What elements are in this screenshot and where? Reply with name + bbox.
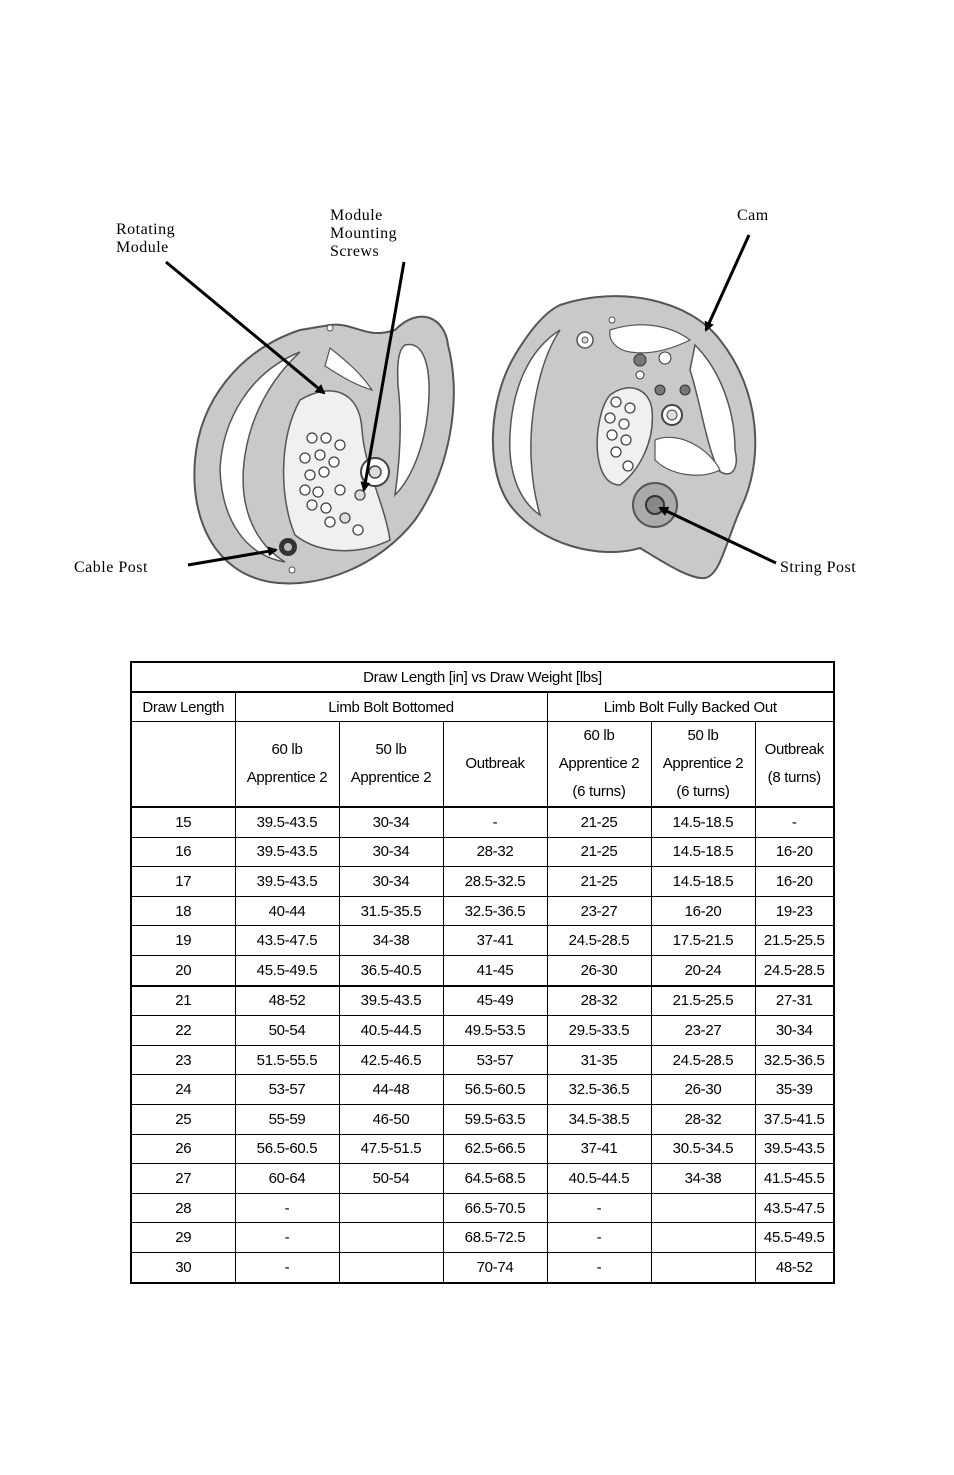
draw-weight-cell: -	[547, 1252, 651, 1282]
string-post-label: String Post	[780, 559, 857, 576]
cam-diagram	[0, 0, 954, 640]
column-subheader	[131, 722, 235, 808]
cable-post-label: Cable Post	[74, 559, 148, 576]
draw-weight-cell: 31-35	[547, 1045, 651, 1075]
draw-weight-cell: 55-59	[235, 1104, 339, 1134]
draw-weight-cell: 59.5-63.5	[443, 1104, 547, 1134]
draw-weight-cell: 14.5-18.5	[651, 807, 755, 837]
draw-length-cell: 16	[131, 837, 235, 867]
draw-weight-cell	[651, 1223, 755, 1253]
draw-weight-cell	[651, 1193, 755, 1223]
draw-weight-cell: 28-32	[443, 837, 547, 867]
draw-weight-cell: 14.5-18.5	[651, 867, 755, 897]
table-row	[131, 1016, 834, 1046]
draw-weight-cell: 21-25	[547, 807, 651, 837]
draw-weight-cell: 23-27	[547, 896, 651, 926]
column-subheader: 60 lb Apprentice 2	[235, 722, 339, 808]
draw-weight-cell	[339, 1223, 443, 1253]
cam-arrow	[706, 235, 749, 330]
draw-weight-cell: -	[547, 1223, 651, 1253]
limb-bolt-backed-out-header: Limb Bolt Fully Backed Out	[547, 692, 834, 722]
draw-weight-cell: 46-50	[339, 1104, 443, 1134]
left-cam-illustration	[194, 317, 453, 584]
draw-weight-cell: 26-30	[547, 955, 651, 985]
table-row	[131, 1223, 834, 1253]
table-row	[131, 1104, 834, 1134]
draw-weight-cell: 30.5-34.5	[651, 1134, 755, 1164]
draw-weight-cell: 28-32	[651, 1104, 755, 1134]
draw-weight-cell: 32.5-36.5	[547, 1075, 651, 1105]
draw-weight-cell: 60-64	[235, 1164, 339, 1194]
limb-bolt-bottomed-header: Limb Bolt Bottomed	[235, 692, 547, 722]
rotating-module-label: Rotating Module	[116, 221, 176, 256]
draw-weight-cell: 16-20	[651, 896, 755, 926]
draw-weight-cell: 45.5-49.5	[755, 1223, 834, 1253]
draw-weight-cell: 36.5-40.5	[339, 955, 443, 985]
draw-weight-cell: 27-31	[755, 986, 834, 1016]
draw-length-cell: 25	[131, 1104, 235, 1134]
draw-weight-cell: 48-52	[235, 986, 339, 1016]
draw-weight-cell: -	[755, 807, 834, 837]
draw-weight-cell: -	[547, 1193, 651, 1223]
draw-weight-cell: 37.5-41.5	[755, 1104, 834, 1134]
draw-weight-cell: 70-74	[443, 1252, 547, 1282]
draw-weight-cell: 39.5-43.5	[755, 1134, 834, 1164]
draw-weight-cell: 49.5-53.5	[443, 1016, 547, 1046]
draw-weight-cell: 47.5-51.5	[339, 1134, 443, 1164]
draw-length-cell: 29	[131, 1223, 235, 1253]
draw-length-header: Draw Length	[131, 692, 235, 722]
table-row	[131, 1134, 834, 1164]
draw-weight-cell: 30-34	[339, 867, 443, 897]
draw-length-cell: 23	[131, 1045, 235, 1075]
draw-weight-cell: 45.5-49.5	[235, 955, 339, 985]
table-row	[131, 837, 834, 867]
draw-weight-cell: 64.5-68.5	[443, 1164, 547, 1194]
column-subheader: 50 lb Apprentice 2	[339, 722, 443, 808]
draw-length-cell: 15	[131, 807, 235, 837]
draw-length-cell: 30	[131, 1252, 235, 1282]
draw-weight-cell: 17.5-21.5	[651, 926, 755, 956]
draw-weight-cell: 30-34	[339, 837, 443, 867]
draw-length-cell: 20	[131, 955, 235, 985]
draw-weight-cell: 23-27	[651, 1016, 755, 1046]
draw-weight-cell: 26-30	[651, 1075, 755, 1105]
draw-length-cell: 17	[131, 867, 235, 897]
draw-weight-cell: 44-48	[339, 1075, 443, 1105]
draw-weight-cell: 56.5-60.5	[235, 1134, 339, 1164]
draw-weight-cell: 21.5-25.5	[651, 986, 755, 1016]
table-row	[131, 807, 834, 837]
draw-weight-cell: 43.5-47.5	[755, 1193, 834, 1223]
draw-weight-cell: 39.5-43.5	[235, 837, 339, 867]
draw-weight-cell: 35-39	[755, 1075, 834, 1105]
draw-weight-cell: 24.5-28.5	[755, 955, 834, 985]
draw-weight-cell: 39.5-43.5	[339, 986, 443, 1016]
draw-weight-cell: 41.5-45.5	[755, 1164, 834, 1194]
draw-weight-cell: 29.5-33.5	[547, 1016, 651, 1046]
draw-weight-cell: 32.5-36.5	[755, 1045, 834, 1075]
draw-weight-cell: 53-57	[443, 1045, 547, 1075]
draw-weight-cell: 31.5-35.5	[339, 896, 443, 926]
draw-weight-cell: 53-57	[235, 1075, 339, 1105]
cam-label: Cam	[737, 207, 769, 224]
draw-length-cell: 18	[131, 896, 235, 926]
draw-weight-cell: 20-24	[651, 955, 755, 985]
draw-weight-cell: 66.5-70.5	[443, 1193, 547, 1223]
table-row	[131, 926, 834, 956]
draw-weight-cell: 30-34	[339, 807, 443, 837]
column-subheader: Outbreak (8 turns)	[755, 722, 834, 808]
table-row	[131, 896, 834, 926]
draw-weight-cell	[651, 1252, 755, 1282]
draw-weight-cell: 28-32	[547, 986, 651, 1016]
draw-weight-cell: 21-25	[547, 837, 651, 867]
table-row	[131, 986, 834, 1016]
draw-weight-cell: 34-38	[651, 1164, 755, 1194]
draw-length-cell: 24	[131, 1075, 235, 1105]
draw-weight-cell: 32.5-36.5	[443, 896, 547, 926]
draw-weight-cell: 34.5-38.5	[547, 1104, 651, 1134]
draw-weight-cell: 40.5-44.5	[547, 1164, 651, 1194]
draw-length-cell: 27	[131, 1164, 235, 1194]
draw-weight-cell: 41-45	[443, 955, 547, 985]
draw-length-cell: 22	[131, 1016, 235, 1046]
draw-weight-cell: -	[235, 1193, 339, 1223]
draw-weight-cell: 40-44	[235, 896, 339, 926]
draw-weight-cell: 14.5-18.5	[651, 837, 755, 867]
draw-weight-cell: 39.5-43.5	[235, 807, 339, 837]
draw-weight-cell: 50-54	[339, 1164, 443, 1194]
draw-weight-table	[130, 661, 835, 1284]
table-row	[131, 1164, 834, 1194]
draw-weight-cell: 30-34	[755, 1016, 834, 1046]
draw-weight-cell: 24.5-28.5	[651, 1045, 755, 1075]
draw-weight-cell: 16-20	[755, 867, 834, 897]
draw-weight-cell: 48-52	[755, 1252, 834, 1282]
draw-weight-cell: 62.5-66.5	[443, 1134, 547, 1164]
draw-weight-cell: 43.5-47.5	[235, 926, 339, 956]
draw-weight-cell: -	[235, 1223, 339, 1253]
table-row	[131, 867, 834, 897]
draw-weight-cell: 21.5-25.5	[755, 926, 834, 956]
draw-weight-cell: 42.5-46.5	[339, 1045, 443, 1075]
draw-length-cell: 21	[131, 986, 235, 1016]
draw-weight-cell	[339, 1252, 443, 1282]
module-mounting-screws-label: Module Mounting Screws	[330, 207, 398, 260]
table-row	[131, 1193, 834, 1223]
draw-weight-cell	[339, 1193, 443, 1223]
draw-weight-cell: -	[235, 1252, 339, 1282]
column-subheader: 50 lb Apprentice 2 (6 turns)	[651, 722, 755, 808]
draw-weight-cell: 68.5-72.5	[443, 1223, 547, 1253]
table-row	[131, 955, 834, 985]
table-row	[131, 1045, 834, 1075]
draw-weight-cell: 50-54	[235, 1016, 339, 1046]
draw-weight-cell: 51.5-55.5	[235, 1045, 339, 1075]
draw-weight-cell: 45-49	[443, 986, 547, 1016]
draw-weight-cell: 19-23	[755, 896, 834, 926]
draw-weight-cell: 40.5-44.5	[339, 1016, 443, 1046]
table-title: Draw Length [in] vs Draw Weight [lbs]	[131, 662, 834, 692]
draw-weight-cell: 24.5-28.5	[547, 926, 651, 956]
draw-weight-cell: -	[443, 807, 547, 837]
table-row	[131, 1252, 834, 1282]
draw-weight-cell: 56.5-60.5	[443, 1075, 547, 1105]
column-subheader: 60 lb Apprentice 2 (6 turns)	[547, 722, 651, 808]
draw-weight-cell: 28.5-32.5	[443, 867, 547, 897]
draw-length-cell: 26	[131, 1134, 235, 1164]
draw-weight-cell: 21-25	[547, 867, 651, 897]
draw-length-cell: 28	[131, 1193, 235, 1223]
draw-weight-cell: 16-20	[755, 837, 834, 867]
draw-weight-cell: 39.5-43.5	[235, 867, 339, 897]
draw-weight-cell: 34-38	[339, 926, 443, 956]
table-row	[131, 1075, 834, 1105]
draw-weight-cell: 37-41	[547, 1134, 651, 1164]
column-subheader: Outbreak	[443, 722, 547, 808]
draw-weight-cell: 37-41	[443, 926, 547, 956]
draw-length-cell: 19	[131, 926, 235, 956]
